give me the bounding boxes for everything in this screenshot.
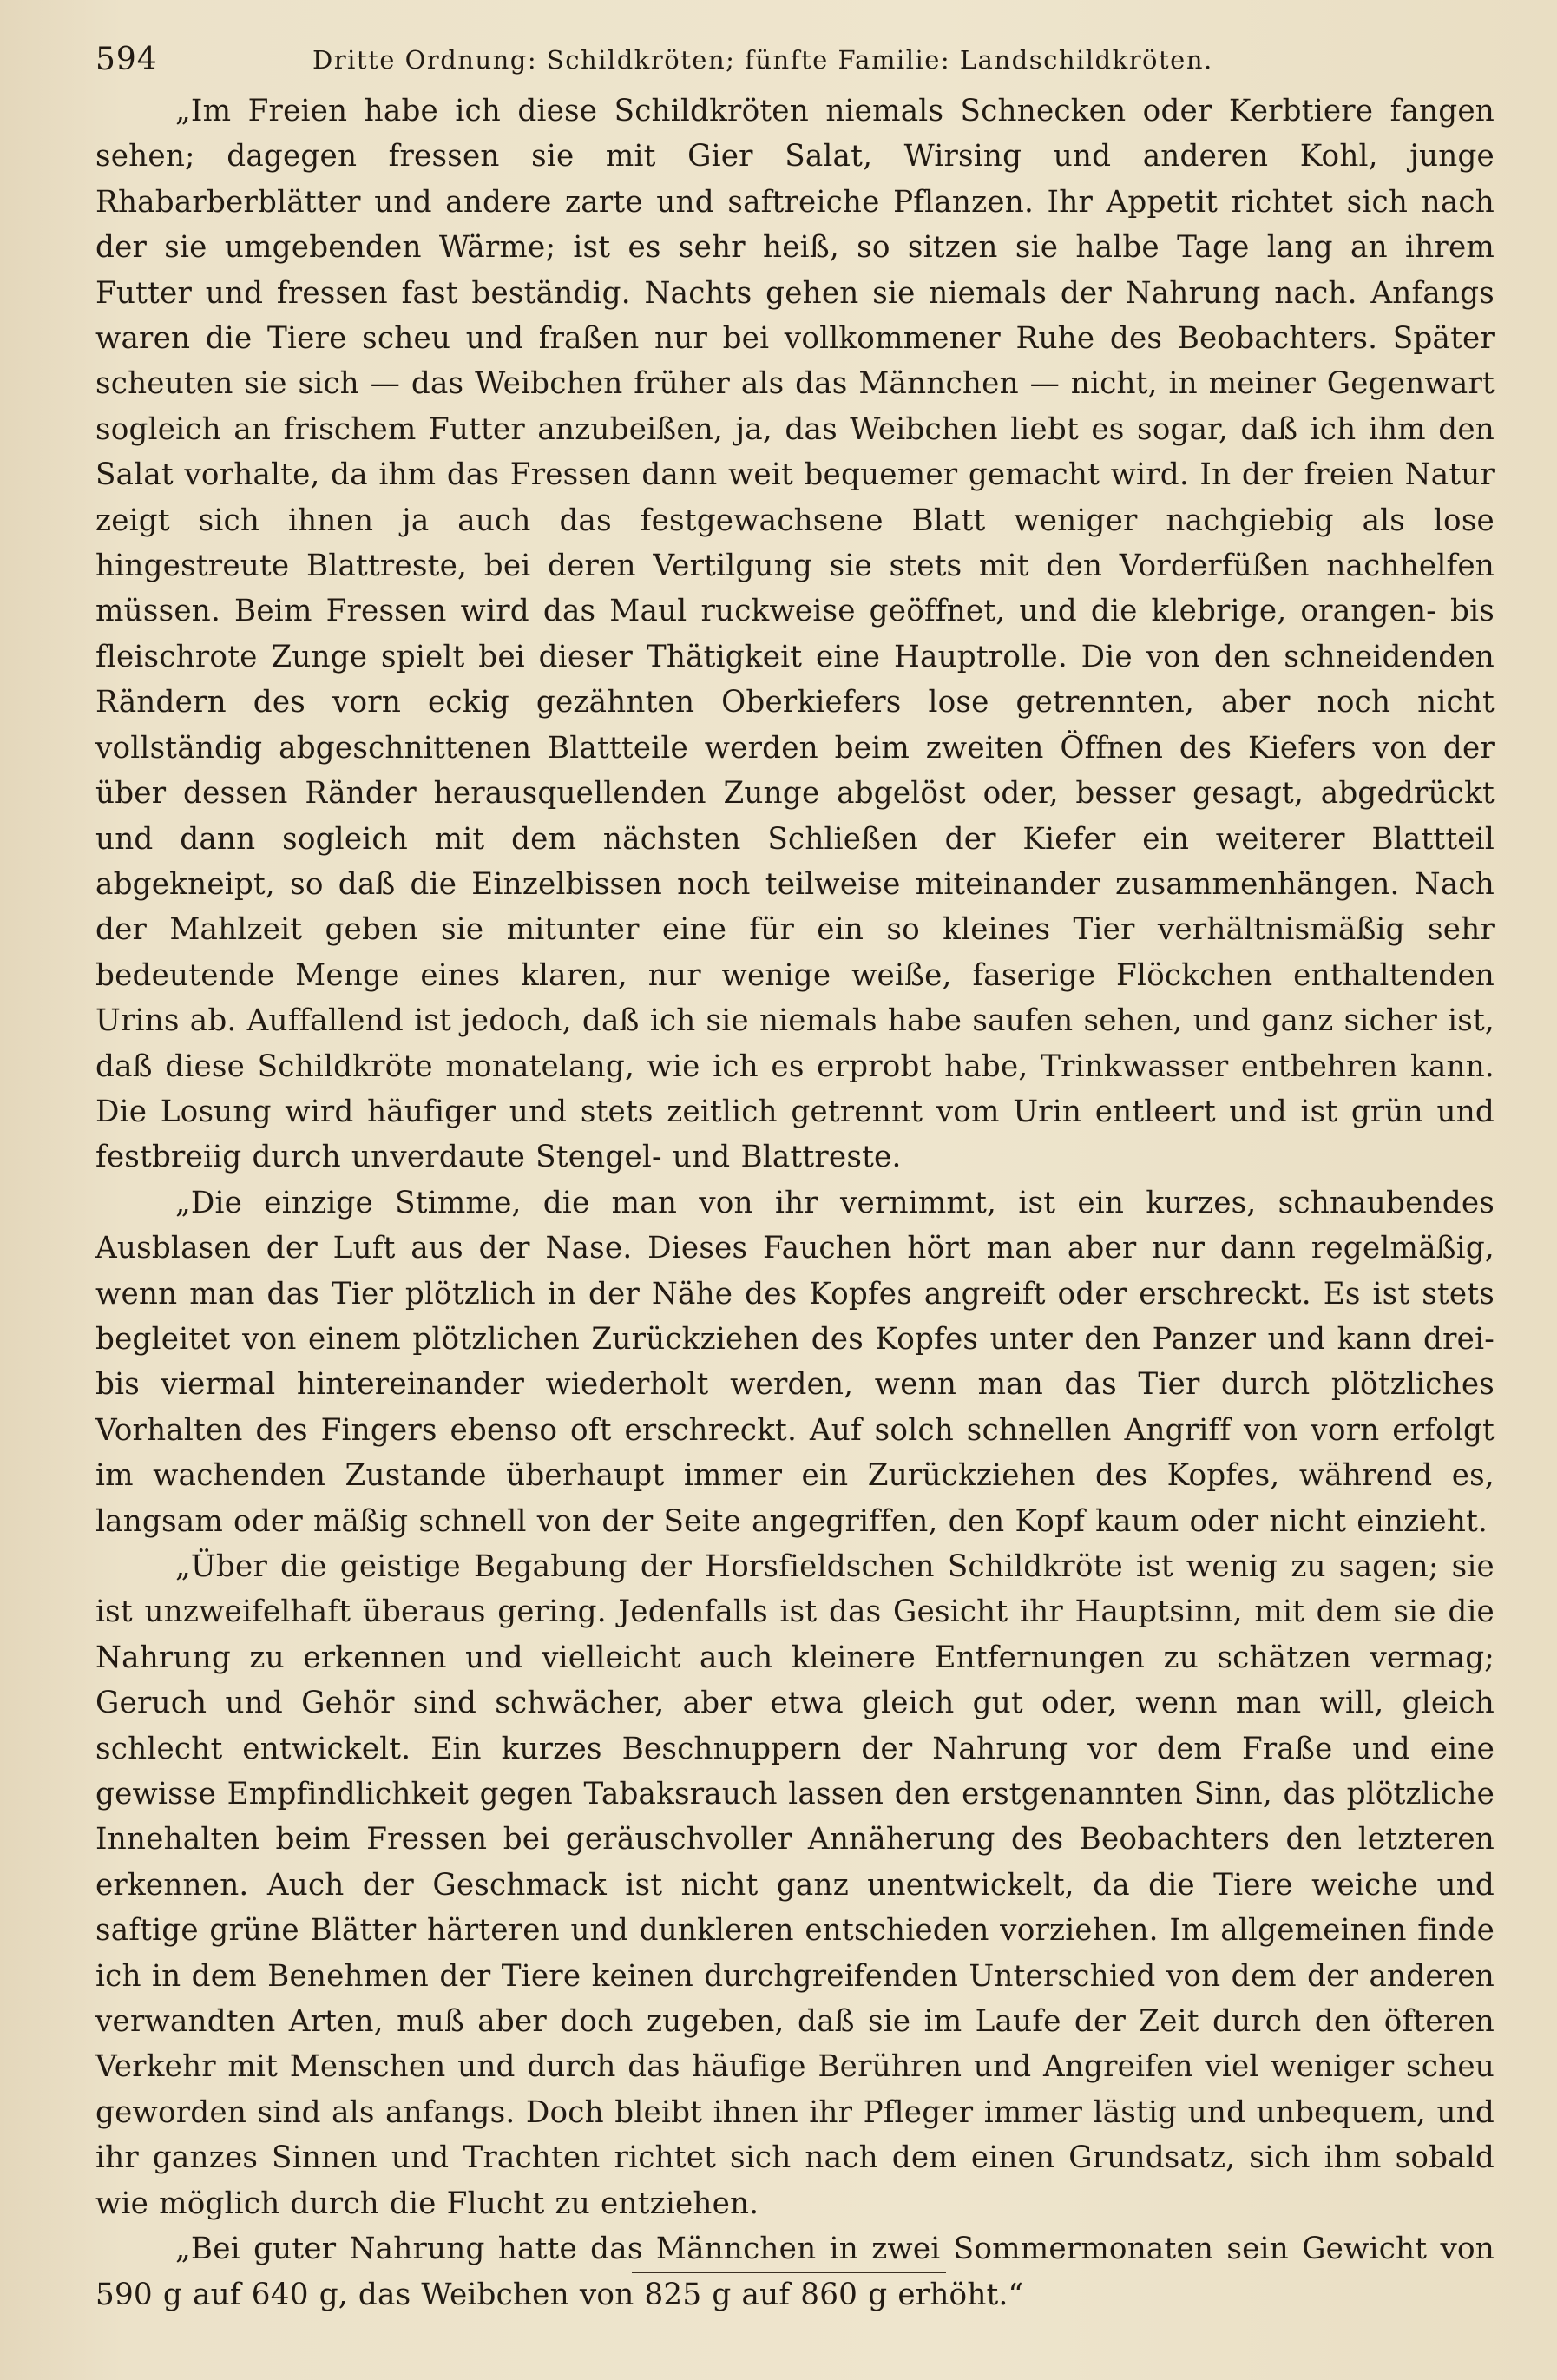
running-head: Dritte Ordnung: Schildkröten; fünfte Familie: Landschildkröten.: [312, 45, 1213, 75]
page-header: [95, 30, 1493, 82]
paragraph-intelligence: „Über die geistige Begabung der Horsfieldschen Schildkröte ist wenig zu sagen; sie ist unzweifelhaft überaus gering. Jedenfalls ist das Gesicht ihr Hauptsinn, mit dem sie die Nahrung zu erkennen und vielleicht auch kleinere Entfernungen zu schätzen vermag; Geruch und Gehör sind schwächer, aber etwa gleich gut oder, wenn man will, gleich schlecht entwickelt. Ein kurzes Beschnuppern der Nahrung vor dem Fraße und eine gewisse Empfindlichkeit gegen Tabaksrauch lassen den erstgenannten Sinn, das plötzliche Innehalten beim Fressen bei geräuschvoller Annäherung des Beobachters den letzteren erkennen. Auch der Geschmack ist nicht ganz unentwickelt, da die Tiere weiche und saftige grüne Blätter härteren und dunkleren entschieden vorziehen. Im allgemeinen finde ich in dem Benehmen der Tiere keinen durchgreifenden Unterschied von dem der anderen verwandten Arten, muß aber doch zugeben, daß sie im Laufe der Zeit durch den öfteren Verkehr mit Menschen und durch das häufige Berühren und Angreifen viel weniger scheu geworden sind als anfangs. Doch bleibt ihnen ihr Pfleger immer lästig und unbequem, und ihr ganzes Sinnen und Trachten richtet sich nach dem einen Grundsatz, sich ihm sobald wie möglich durch die Flucht zu entziehen.: [95, 1549, 1495, 2221]
paragraph-voice: „Die einzige Stimme, die man von ihr vernimmt, ist ein kurzes, schnaubendes Ausblasen der Luft aus der Nase. Dieses Fauchen hört man aber nur dann regelmäßig, wenn man das Tier plötzlich in der Nähe des Kopfes angreift oder erschreckt. Es ist stets begleitet von einem plötzlichen Zurückziehen des Kopfes unter den Panzer und kann drei- bis viermal hintereinander wiederholt werden, wenn man das Tier durch plötzliches Vorhalten des Fingers ebenso oft erschreckt. Auf solch schnellen Angriff von vorn erfolgt im wachenden Zustande überhaupt immer ein Zurückziehen des Kopfes, während es, langsam oder mäßig schnell von der Seite angegriffen, den Kopf kaum oder nicht einzieht.: [95, 1185, 1495, 1539]
body-text: [95, 89, 1495, 2318]
page-number: 594: [95, 42, 158, 77]
closing-rule: [632, 2272, 946, 2273]
paragraph-feeding: „Im Freien habe ich diese Schildkröten niemals Schnecken oder Kerbtiere fangen sehen; dagegen fressen sie mit Gier Salat, Wirsing und anderen Kohl, junge Rhabarberblätter und andere zarte und saftreiche Pflanzen. Ihr Appetit richtet sich nach der sie umgebenden Wärme; ist es sehr heiß, so sitzen sie halbe Tage lang an ihrem Futter und fressen fast beständig. Nachts gehen sie niemals der Nahrung nach. Anfangs waren die Tiere scheu und fraßen nur bei vollkommener Ruhe des Beobachters. Später scheuten sie sich — das Weibchen früher als das Männchen — nicht, in meiner Gegenwart sogleich an frischem Futter anzubeißen, ja, das Weibchen liebt es sogar, daß ich ihm den Salat vorhalte, da ihm das Fressen dann weit bequemer gemacht wird. In der freien Natur zeigt sich ihnen ja auch das festgewachsene Blatt weniger nachgiebig als lose hingestreute Blattreste, bei deren Vertilgung sie stets mit den Vorderfüßen nachhelfen müssen. Beim Fressen wird das Maul ruckweise geöffnet, und die klebrige, orangen- bis fleischrote Zunge spielt bei dieser Thätigkeit eine Hauptrolle. Die von den schneidenden Rändern des vorn eckig gezähnten Oberkiefers lose getrennten, aber noch nicht vollständig abgeschnittenen Blattteile werden beim zweiten Öffnen des Kiefers von der über dessen Ränder herausquellenden Zunge abgelöst oder, besser gesagt, abgedrückt und dann sogleich mit dem nächsten Schließen der Kiefer ein weiterer Blattteil abgekneipt, so daß die Einzelbissen noch teilweise miteinander zusammenhängen. Nach der Mahlzeit geben sie mitunter eine für ein so kleines Tier verhältnismäßig sehr bedeutende Menge eines klaren, nur wenige weiße, faserige Flöckchen enthaltenden Urins ab. Auffallend ist jedoch, daß ich sie niemals habe saufen sehen, und ganz sicher ist, daß diese Schildkröte monatelang, wie ich es erprobt habe, Trinkwasser entbehren kann. Die Losung wird häufiger und stets zeitlich getrennt vom Urin entleert und ist grün und festbreiig durch unverdaute Stengel- und Blattreste.: [95, 94, 1495, 1175]
paragraph-weight: „Bei guter Nahrung hatte das Männchen in zwei Sommermonaten sein Gewicht von 590 g auf 640 g, das Weibchen von 825 g auf 860 g erhöht.“: [95, 2232, 1495, 2312]
